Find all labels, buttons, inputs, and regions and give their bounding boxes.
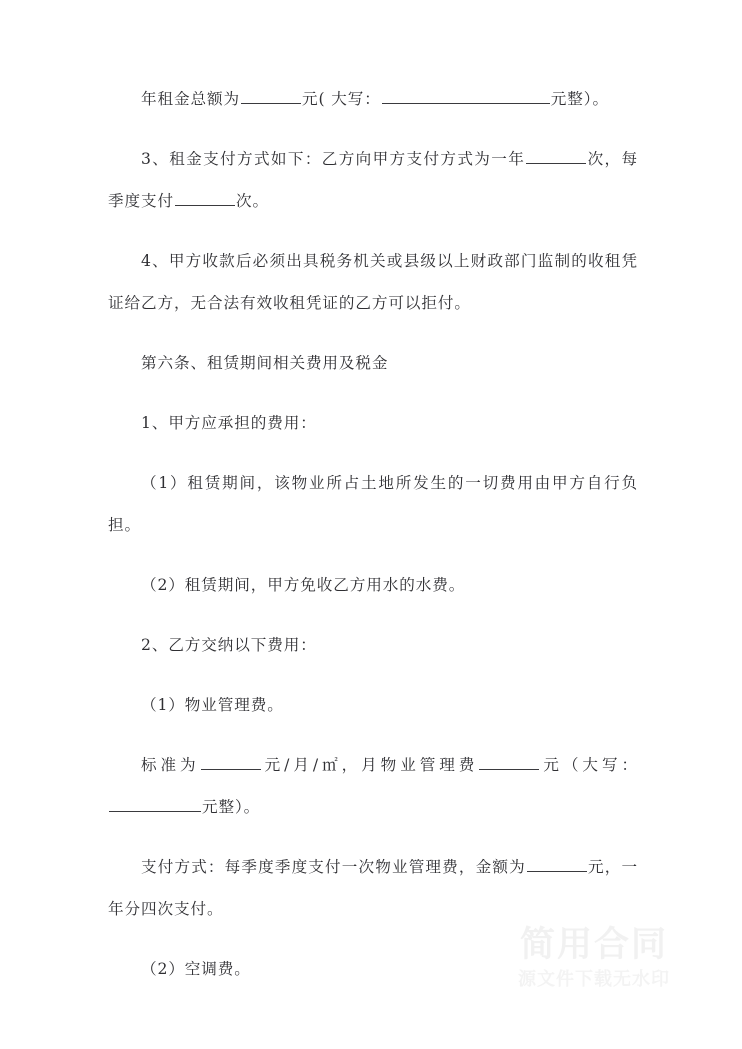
paragraph-property-fee-payment [108, 846, 638, 930]
text-run: （2）租赁期间，甲方免收乙方用水的水费。 [141, 576, 466, 594]
text-run: 元整）。 [202, 798, 261, 816]
fill-in-blank-monthly-fee-words[interactable] [109, 796, 201, 812]
text-run: 标准为 [141, 756, 200, 774]
paragraph-item-2-party-b-fees [108, 624, 638, 666]
text-run: 元( 大写： [301, 90, 381, 108]
text-run: （1）物业管理费。 [141, 696, 284, 714]
text-run: （2）空调费。 [141, 960, 251, 978]
text-run: 4、甲方收款后必须出具税务机关或县级以上财政部门监制的收租凭证给乙方，无合法有效收租凭证的乙方可以拒付。 [108, 252, 638, 312]
text-run: 年租金总额为 [141, 90, 240, 108]
fill-in-blank-quarterly-amount[interactable] [527, 856, 587, 872]
fill-in-blank-amount-words[interactable] [382, 88, 550, 104]
paragraph-sub-1-land-fees [108, 462, 638, 546]
text-run: 3、租金支付方式如下：乙方向甲方支付方式为一年 [141, 150, 526, 168]
paragraph-item-4-receipt [108, 240, 638, 324]
text-run: 第六条、租赁期间相关费用及税金 [141, 354, 389, 372]
text-run: （1）租赁期间，该物业所占土地所发生的一切费用由甲方自行负担。 [108, 474, 638, 534]
paragraph-article-6-heading [108, 342, 638, 384]
text-run: 元整）。 [550, 90, 609, 108]
paragraph-item-1-party-a-fees [108, 402, 638, 444]
fill-in-blank-rate-per-sqm[interactable] [201, 754, 261, 770]
fill-in-blank-times-per-year[interactable] [526, 148, 586, 164]
fill-in-blank-amount[interactable] [241, 88, 301, 104]
paragraph-sub-1-property-management-fee [108, 684, 638, 726]
paragraph-sub-2-water-fee [108, 564, 638, 606]
watermark-tagline: 源文件下载无水印 [518, 969, 670, 990]
paragraph-item-3-payment-method [108, 138, 638, 222]
text-run: 1、甲方应承担的费用： [141, 414, 317, 432]
paragraph-sub-2-air-conditioning-fee [108, 948, 638, 990]
paragraph-property-fee-standard [108, 744, 638, 828]
text-run: 元（大写： [540, 756, 638, 774]
document-body [108, 78, 638, 990]
text-run: 元/月/㎡，月物业管理费 [261, 756, 479, 774]
text-run: 次，每季度支付 [108, 150, 639, 210]
fill-in-blank-times-per-quarter[interactable] [175, 190, 235, 206]
text-run: 次。 [235, 192, 269, 210]
watermark-brand: 简用合同 [519, 925, 668, 965]
text-run: 2、乙方交纳以下费用： [141, 636, 317, 654]
paragraph-annual-rent-total [108, 78, 638, 120]
text-run: 支付方式：每季度季度支付一次物业管理费，金额为 [141, 858, 526, 876]
fill-in-blank-monthly-fee[interactable] [479, 754, 539, 770]
text-run: 元，一年分四次支付。 [108, 858, 639, 918]
